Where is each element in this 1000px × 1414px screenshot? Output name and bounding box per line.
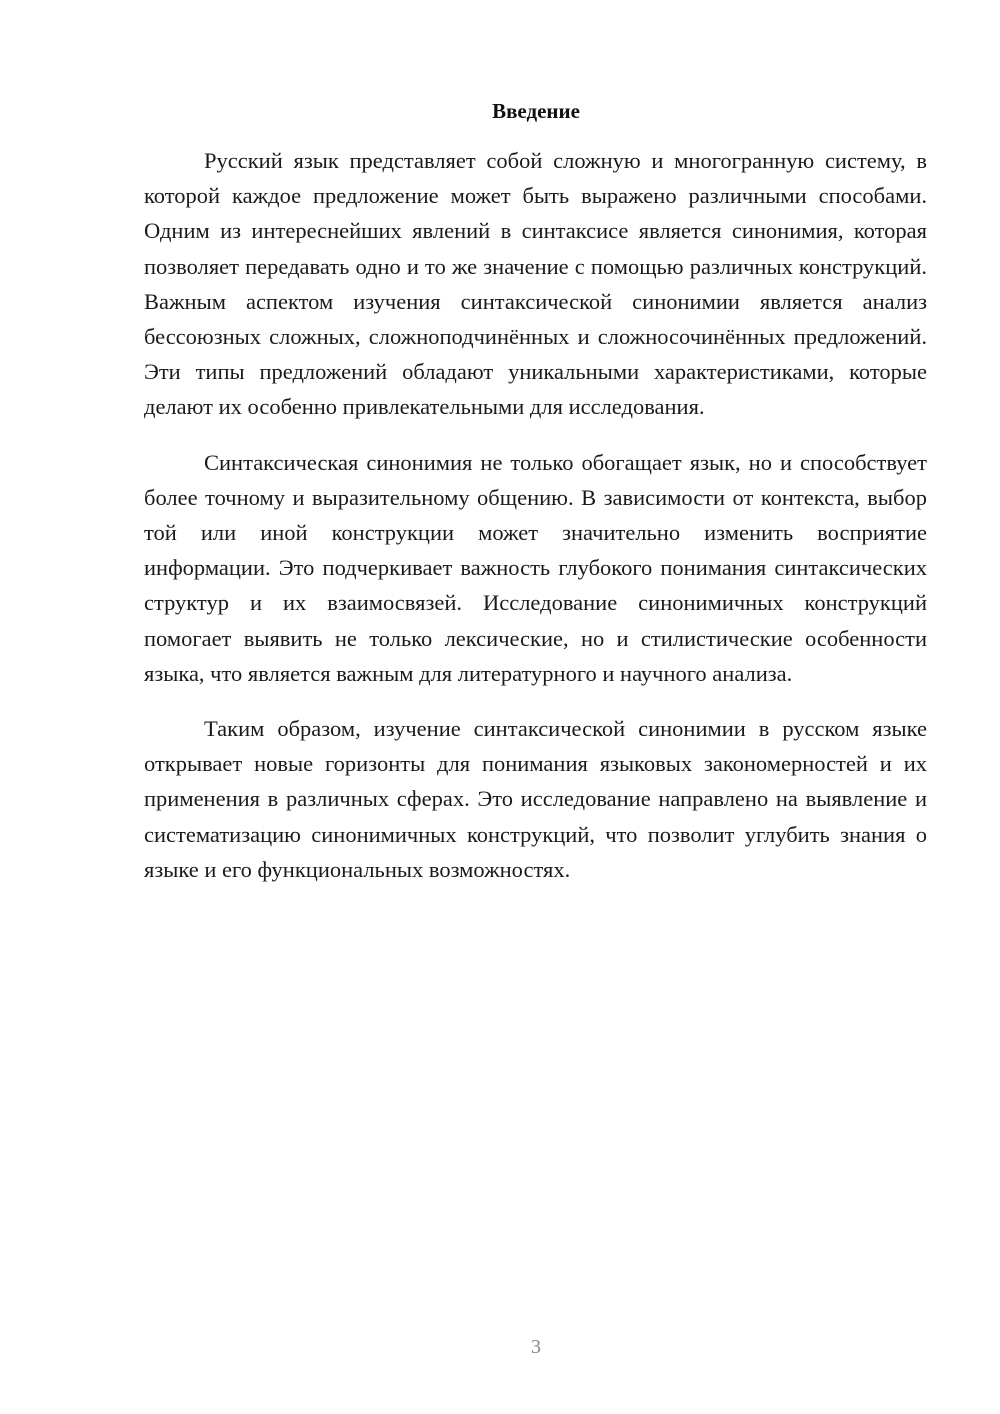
paragraph-2: Синтаксическая синонимия не только обогащает язык, но и способствует более точному и выразительному общению. В зависимости от контекста, выбор той или иной конструкции может значительно изменить восприятие информации. Это подчеркивает важность глубокого понимания синтаксических структур и их взаимосвязей. Исследование синонимичных конструкций помогает выявить не только лексические, но и стилистические особенности языка, что является важным для литературного и научного анализа. — [144, 449, 927, 686]
page-title: Введение — [492, 99, 580, 123]
paragraph-1: Русский язык представляет собой сложную и многогранную систему, в которой каждое предложение может быть выражено различными способами. Одним из интереснейших явлений в синтаксисе является синонимия, которая позволяет передавать одно и то же значение с помощью различных конструкций. Важным аспектом изучения синтаксической синонимии является анализ бессоюзных сложных, сложноподчинённых и сложносочинённых предложений. Эти типы предложений обладают уникальными характеристиками, которые делают их особенно привлекательными для исследования. — [144, 148, 927, 420]
body-text — [144, 143, 927, 907]
paragraph-3: Таким образом, изучение синтаксической синонимии в русском языке открывает новые горизонты для понимания языковых закономерностей и их применения в различных сферах. Это исследование направлено на выявление и систематизацию синонимичных конструкций, что позволит углубить знания о языке и его функциональных возможностях. — [144, 716, 927, 882]
page-number: 3 — [531, 1336, 541, 1358]
